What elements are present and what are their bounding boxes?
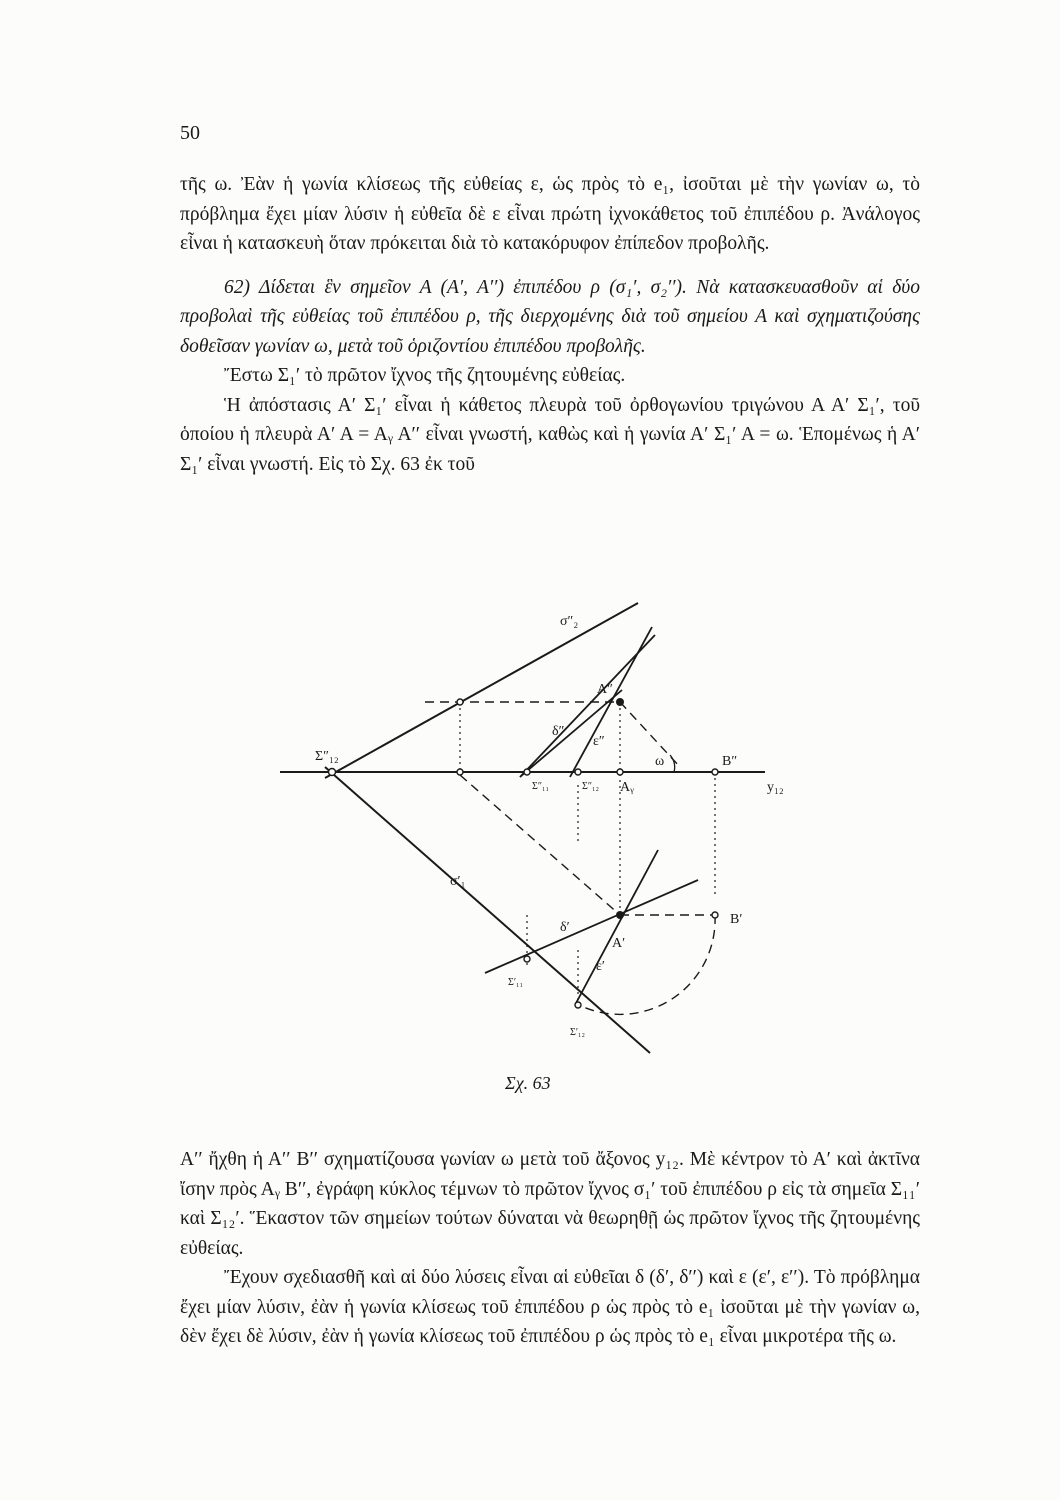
point-S12-axis (575, 769, 581, 775)
page-number: 50 (180, 122, 200, 144)
label-sigma2: σ″₂ (560, 614, 579, 629)
point-S11-lower (524, 956, 530, 962)
label-y12: y₁₂ (767, 780, 784, 795)
label-B-upper: B″ (722, 754, 738, 769)
label-eps-upper: ε″ (593, 734, 605, 749)
solutions-paragraph: Ἔχουν σχεδιασθῆ καὶ αἱ δύο λύσεις εἶναι αἱ εὐθεῖαι δ (δ′, δ′′) καὶ ε (ε′, ε′′). Τὸ πρόβλημα ἔχει μίαν λύσιν, ἐὰν ἡ γωνία κλίσεως τοῦ ἐπιπέδου ρ ὡς πρὸς τὸ e₁ ἰσοῦται μὲ τὴν γωνίαν ω, δὲν ἔχει δὲ λύσιν, ἐὰν ἡ γωνία κλίσεως τοῦ ἐπιπέδου ρ ὡς πρὸς τὸ e₁ εἶναι μικροτέρα τῆς ω. (180, 1267, 920, 1347)
label-A-upper: A″ (597, 682, 613, 697)
trace-sigma1 (325, 767, 650, 1053)
label-S12-axis: Σ″₁₂ (582, 781, 599, 792)
point-S12-lower (575, 1002, 581, 1008)
construction-paragraph: Α′′ ἤχθη ἡ Α′′ Β′′ σχηματίζουσα γωνίαν ω μετὰ τοῦ ἄξονος y₁₂. Μὲ κέντρον τὸ Α′ καὶ ἀκτῖνα ἴσην πρὸς Αᵧ Β′′, ἐγράφη κύκλος τέμνων τὸ πρῶτον ἴχνος σ₁′ τοῦ ἐπιπέδου ρ εἰς τὰ σημεῖα Σ₁₁′ καὶ Σ₁₂′. Ἕκαστον τῶν σημείων τούτων δύναται νὰ θεωρηθῇ ὡς πρῶτον ἴχνος τῆς ζητουμένης εὐθείας. (180, 1149, 920, 1259)
point-B-upper (712, 769, 718, 775)
intro-paragraph: τῆς ω. Ἐὰν ἡ γωνία κλίσεως τῆς εὐθείας ε, ὡς πρὸς τὸ e₁, ἰσοῦται μὲ τὴν γωνίαν ω, τὸ πρόβλημα ἔχει μίαν λύσιν ἡ εὐθεῖα δὲ ε εἶναι πρώτη ἰχνοκάθετος τοῦ ἐπιπέδου ρ. Ἀνάλογος εἶναι ἡ κατασκευὴ ὅταν πρόκειται διὰ τὸ κατακόρυφον ἐπίπεδον προβολῆς. (180, 174, 920, 254)
trace-sigma2 (325, 603, 638, 778)
point-A-upper (616, 698, 624, 706)
point-B-lower (712, 912, 718, 918)
point-A-lower (616, 911, 624, 919)
dashed-S-to-A (460, 775, 620, 915)
figure-caption: Σχ. 63 (505, 1073, 551, 1093)
geometry-diagram (270, 595, 790, 1065)
label-delta-lower: δ′ (560, 920, 570, 935)
point-S11-axis (524, 769, 530, 775)
label-omega: ω (655, 754, 665, 769)
label-S11-axis: Σ″₁₁ (532, 781, 549, 792)
distance-paragraph: Ἡ ἀπόστασις Α′ Σ₁′ εἶναι ἡ κάθετος πλευρὰ τοῦ ὀρθογωνίου τριγώνου Α Α′ Σ₁′, τοῦ ὁποίου ἡ πλευρὰ Α′ Α = Αᵧ Α′′ εἶναι γνωστή, καθὼς καὶ ἡ γωνία Α′ Σ₁′ Α = ω. Ἑπομένως ἡ Α′ Σ₁′ εἶναι γνωστή. Εἰς τὸ Σχ. 63 ἐκ τοῦ (180, 394, 920, 475)
point-Ay (617, 769, 623, 775)
point-sigma2-foot (457, 699, 463, 705)
label-eps-lower: ε′ (596, 959, 605, 974)
label-Ay: Aᵧ (620, 780, 634, 795)
bottom-text-block (180, 1145, 920, 1352)
top-text-block (180, 170, 920, 479)
line-delta-upper (520, 690, 622, 777)
point-S12-upper (329, 769, 336, 776)
let-statement: Ἔστω Σ₁′ τὸ πρῶτον ἴχνος τῆς ζητουμένης εὐθείας. (224, 365, 626, 386)
label-A-lower: A′ (612, 936, 626, 951)
line-delta-upper-ext (520, 635, 655, 777)
label-S11-lower: Σ′₁₁ (508, 977, 523, 988)
label-B-lower: B′ (730, 912, 743, 927)
label-delta-upper: δ″ (552, 724, 565, 739)
label-S12-lower: Σ′₁₂ (570, 1027, 585, 1038)
label-sigma1: σ′₁ (450, 874, 466, 889)
problem-statement: 62) Δίδεται ἓν σημεῖον Α (Α′, Α′′) ἐπιπέδου ρ (σ₁′, σ₂′′). Νὰ κατασκευασθοῦν αἱ δύο προβολαὶ τῆς εὐθείας τοῦ ἐπιπέδου ρ, τῆς διερχομένης διὰ τοῦ σημείου Α καὶ σχηματιζούσης δοθεῖσαν γωνίαν ω, μετὰ τοῦ ὁριζοντίου ἐπιπέδου προβολῆς. (180, 276, 920, 357)
figure-63 (270, 595, 790, 1065)
label-S12-upper: Σ″₁₂ (315, 749, 339, 764)
point-axis-ref (457, 769, 463, 775)
line-delta-lower (485, 880, 698, 973)
